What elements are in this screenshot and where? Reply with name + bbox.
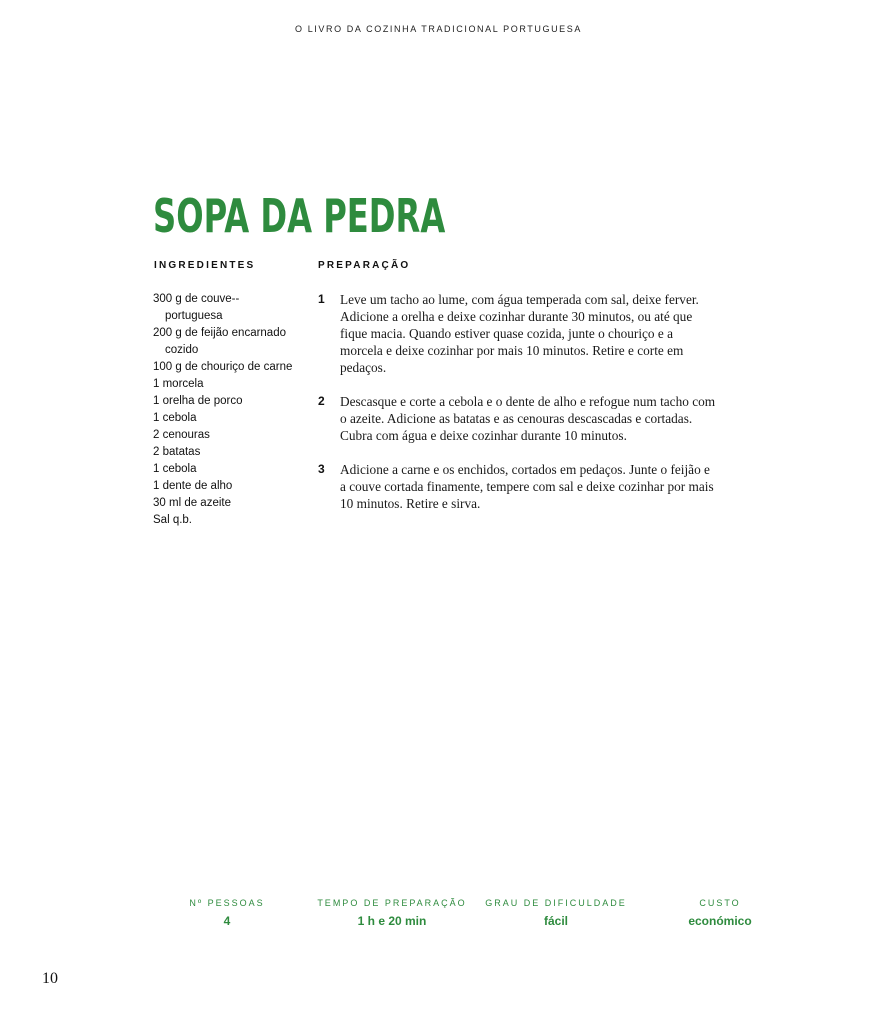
info-difficulty-value: fácil — [543, 914, 568, 928]
ingredient-item: 100 g de chouriço de carne — [153, 361, 293, 373]
info-time-value: 1 h e 20 min — [357, 914, 427, 928]
info-time-label: TEMPO DE PREPARAÇÃO — [317, 898, 467, 908]
page-number: 10 — [42, 970, 58, 987]
ingredient-item: 1 orelha de porco — [153, 395, 243, 407]
ingredient-item: 1 cebola — [153, 463, 197, 475]
ingredient-item: Sal q.b. — [153, 514, 192, 526]
ingredient-item: 2 batatas — [153, 446, 201, 458]
step-text: Descasque e corte a cebola e o dente de alho e refogue num tacho com o azeite. Adicione as batatas e as cenouras descascadas e cortadas. Cubra com água e deixe cozinhar durante 10 minutos. — [340, 394, 716, 443]
ingredients-heading: INGREDIENTES — [154, 260, 256, 271]
step-text: Leve um tacho ao lume, com água temperada com sal, deixe ferver. Adicione a orelha e deixe cozinhar durante 30 minutos, ou até que fique macia. Quando estiver quase cozida, junte o chouriço e a morcela e deixe cozinhar por mais 10 minutos. Retire e corte em pedaços. — [340, 292, 699, 375]
step-number: 2 — [318, 394, 325, 408]
ingredient-item: 30 ml de azeite — [153, 497, 231, 509]
running-head: O LIVRO DA COZINHA TRADICIONAL PORTUGUESA — [295, 24, 582, 34]
preparation-heading: PREPARAÇÃO — [318, 260, 411, 271]
step-number: 3 — [318, 462, 325, 476]
preparation-step — [318, 291, 718, 376]
info-people-value: 4 — [223, 914, 231, 928]
info-difficulty-label: GRAU DE DIFICULDADE — [485, 898, 627, 908]
info-difficulty — [466, 897, 646, 930]
ingredient-item: 2 cenouras — [153, 429, 210, 441]
ingredient-item: 300 g de couve--portuguesa — [153, 293, 240, 322]
recipe-title: SOPA DA PEDRA — [153, 189, 446, 243]
ingredient-item: 1 dente de alho — [153, 480, 233, 492]
info-cost — [630, 897, 810, 930]
info-cost-label: CUSTO — [699, 898, 741, 908]
preparation-step — [318, 393, 718, 444]
ingredient-item: 1 cebola — [153, 412, 197, 424]
step-text: Adicione a carne e os enchidos, cortados em pedaços. Junte o feijão e a couve cortada finamente, tempere com sal e deixe cozinhar por mais 10 minutos. Retire e sirva. — [340, 462, 714, 511]
info-time — [302, 897, 482, 930]
info-cost-value: económico — [688, 914, 752, 928]
ingredient-item: 200 g de feijão encarnado cozido — [153, 327, 286, 356]
info-people-label: Nº PESSOAS — [189, 898, 265, 908]
preparation-steps — [318, 291, 718, 529]
preparation-step — [318, 461, 718, 512]
step-number: 1 — [318, 292, 325, 306]
ingredient-item: 1 morcela — [153, 378, 204, 390]
info-people — [137, 897, 317, 930]
ingredients-list — [153, 291, 293, 529]
